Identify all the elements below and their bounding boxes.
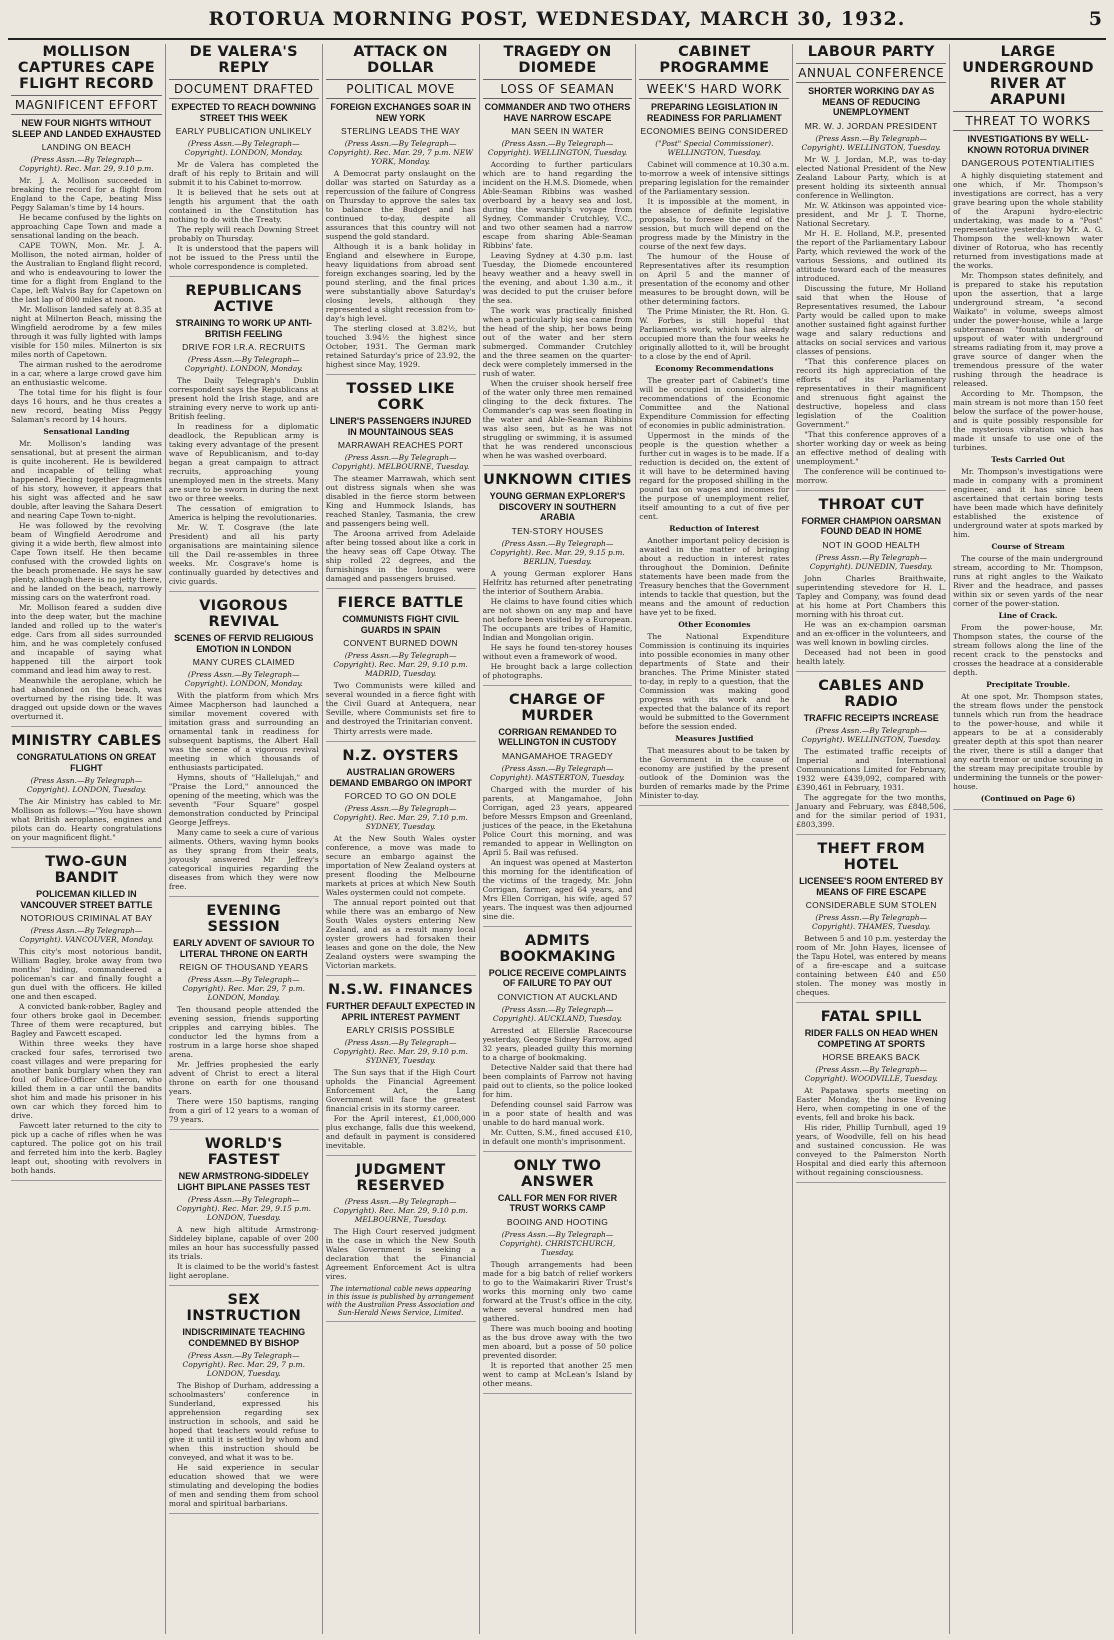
article-paragraph: The High Court reserved judgment in the case in which the New South Wales Government is seeking a declaration that the Financial Agreement Enforcement Act is ultra vires.: [325, 1227, 476, 1281]
article-paragraph: A Democrat party onslaught on the dollar was started on Saturday as a repercussion of the failure of Congress on Thursday to approve the sales tax to balance the Budget and has continued to-day, despite all assurances that this country will not suspend the gold standard.: [325, 169, 476, 241]
story-headline: CABLES AND RADIO: [818, 677, 925, 710]
news-story: [483, 692, 633, 927]
story-subdeck: INVESTIGATIONS BY WELL-KNOWN ROTORUA DIVINER: [967, 134, 1089, 155]
article-body: [483, 1260, 633, 1388]
story-headline: ONLY TWO ANSWER: [513, 1157, 602, 1190]
section-subhead: Measures Justified: [675, 734, 754, 743]
continued-note: (Continued on Page 6): [980, 794, 1076, 803]
article-body: [483, 569, 633, 680]
article-paragraph: CAPE TOWN, Mon. Mr. J. A. Mollison, the noted airman, holder of the Australian to England flight record, and who is endeavouring to lower the time for a flight from England to the Cape, left Walvis Bay for Capetown on the last lap of 800 miles at noon.: [11, 241, 162, 304]
story-headline: N.Z. OYSTERS: [342, 748, 459, 764]
story-headline: THEFT FROM HOTEL: [817, 841, 925, 873]
story-subdeck: LANDING ON BEACH: [41, 142, 132, 152]
story-subdeck: CONGRATULATIONS ON GREAT FLIGHT: [16, 752, 157, 773]
story-deck: THREAT TO WORKS: [953, 111, 1103, 131]
press-credit: (Press Assn.—By Telegraph—Copyright). Rec. Mar. 29, 7 p.m. NEW YORK, Monday.: [328, 139, 473, 166]
article-paragraph: For the April interest, £1,000,000 plus exchange, falls due this weekend, and default in payment is considered inevitable.: [325, 1114, 476, 1150]
news-story: [953, 44, 1103, 810]
article-paragraph: With the platform from which Mrs Aimee Macpherson had launched a similar movement covered with imitation grass and surrounding an ornamental tank in readiness for subsequent baptisms, the Albert Hall was the scene of a vigorous revival meeting in which thousands of enthusiasts participated.: [168, 691, 319, 772]
article-body: [11, 947, 162, 1175]
news-story: [326, 44, 476, 375]
article-paragraph: The conference will be continued to-morrow.: [796, 466, 947, 485]
press-credit: (Press Assn.—By Telegraph—Copyright). THAMES, Tuesday.: [812, 913, 931, 931]
article-paragraph: Mr. W. Atkinson was appointed vice-president, and Mr J. T. Thorne, National Secretary.: [796, 200, 947, 228]
story-subdeck: SCENES OF FERVID RELIGIOUS EMOTION IN LONDON: [174, 633, 314, 654]
article-body: [953, 171, 1103, 452]
news-story: [326, 748, 476, 976]
news-story: [169, 598, 319, 897]
column: [479, 44, 636, 1634]
story-headline: ADMITS BOOKMAKING: [499, 932, 616, 965]
article-paragraph: Between 5 and 10 p.m. yesterday the room of Mr. John Hayes, licensee of the Tapu Hotel, was entered by means of a fire-escape and a suitcase containing between £40 and £50 stolen. The money was mostly in cheques.: [796, 934, 947, 997]
article-paragraph: The Aroona arrived from Adelaide after being tossed about like a cork in the heavy seas off Cape Otway. The ship rolled 22 degrees, and the furnishings in the lounges were damaged and passengers bruised.: [325, 529, 476, 583]
article-paragraph: Mr. Mollison feared a sudden dive into the deep water, but the machine landed and rolled up to the water's edge. Cars from all sides surrounded him, and he was completely confused and incapable of saying what happened till the airport took command and lead him away to rest.: [11, 603, 162, 675]
story-headline: TWO-GUN BANDIT: [45, 854, 128, 886]
story-deck: MAGNIFICENT EFFORT: [11, 95, 162, 115]
story-subdeck: MAN SEEN IN WATER: [511, 126, 604, 136]
news-story: [483, 933, 633, 1152]
story-headline: UNKNOWN CITIES: [483, 472, 632, 488]
press-credit: (Press Assn.—By Telegraph—Copyright). Rec. Mar. 29, 7.10 p.m. SYDNEY, Tuesday.: [333, 804, 468, 831]
article-body: [953, 692, 1103, 791]
story-subdeck: STRAINING TO WORK UP ANTI-BRITISH FEELING: [175, 318, 312, 339]
story-subdeck: FORCED TO GO ON DOLE: [344, 791, 457, 801]
story-subdeck: CONVENT BURNED DOWN: [343, 638, 458, 648]
article-paragraph: The Prime Minister, the Rt. Hon. G. W. Forbes, is still hopeful that Parliament's work, which has already occupied more than the four weeks he originally allotted to it, will be brought to a close by the end of April.: [639, 307, 790, 361]
story-subdeck: INDISCRIMINATE TEACHING CONDEMNED BY BISHOP: [182, 1327, 306, 1348]
article-paragraph: "That this conference places on record its high appreciation of the efforts of its Parliamentary representatives in their magnificent and strenuous fight against the destructive, hopeless and class legislation of the Coalition Government.": [796, 356, 947, 429]
article-paragraph: The Bishop of Durham, addressing a schoolmasters' conference in Sunderland, expressed his apprehension regarding sex instruction in schools, and said he hoped that teachers would refuse to give it until it is settled by whom and when this instruction should be conveyed, and what it was to be.: [168, 1381, 319, 1462]
article-paragraph: Mr W. J. Jordan, M.P., was to-day elected National President of the New Zealand Labour Party, which is at present holding its sixteenth annual conference in Wellington.: [796, 154, 947, 200]
article-body: [326, 834, 476, 970]
article-body: [169, 376, 319, 586]
news-story: [169, 903, 319, 1130]
story-headline: JUDGMENT RESERVED: [355, 1162, 446, 1194]
news-story: [326, 1162, 476, 1322]
article-body: [169, 1381, 319, 1508]
story-headline: REPUBLICANS ACTIVE: [185, 283, 303, 315]
article-paragraph: Discussing the future, Mr Holland said that when the House of Representatives resumed, the Labour Party would be called upon to make another sustained fight against further wage and salary reductions and attacks on social services and various classes of pensions.: [796, 283, 947, 356]
article-paragraph: Mr H. E. Holland, M.P., presented the report of the Parliamentary Labour Party, which reviewed the work of the various Sessions, and outlined its attitude toward each of the measures introduced.: [796, 228, 947, 283]
press-credit: (Press Assn.—By Telegraph—Copyright). AUCKLAND, Tuesday.: [492, 1004, 623, 1023]
story-headline: FATAL SPILL: [820, 1009, 922, 1025]
story-subdeck: COMMUNISTS FIGHT CIVIL GUARDS IN SPAIN: [342, 614, 459, 635]
article-body: [11, 797, 162, 842]
article-paragraph: The National Expenditure Commission is continuing its inquiries into possible economies in many other departments of State and their branches. The Prime Minister stated to-day, in reply to a question, that the Commission was making good progress with its work and he expected that the balance of its report would be submitted to the Government before the session ended.: [639, 632, 790, 731]
article-paragraph: Another important policy decision is awaited in the matter of bringing about a reduction in interest rates throughout the Dominion. Definite statements have been made from the Treasury benches that the Government intends to tackle that question, but the means and the amount of reduction have yet to be fixed.: [639, 536, 790, 617]
section-subhead: Other Economies: [678, 620, 751, 629]
story-deck: DOCUMENT DRAFTED: [169, 79, 319, 99]
article-paragraph: Mr. Thompson's investigations were made in company with a prominent engineer, and it has since been ascertained that certain boring tests have been made which have definitely established the existence of underground water at spots marked by him.: [953, 467, 1103, 539]
article-paragraph: When the cruiser shook herself free of the water only three men remained clinging to the deck fixtures. The Commander's cap was seen floating in the water and Able-Seaman Ribbins was also seen, but as he was not struggling or swimming, it is assumed that he was rendered unconscious when he was washed overboard.: [482, 379, 633, 460]
article-paragraph: The cessation of emigration to America is helping the revolutionaries.: [168, 504, 319, 522]
news-story: [796, 1009, 946, 1183]
article-paragraph: Thirty arrests were made.: [333, 727, 433, 736]
press-credit: (Press Assn.—By Telegraph—Copyright). LONDON, Monday.: [184, 670, 303, 688]
story-subdeck: DANGEROUS POTENTIALITIES: [961, 158, 1095, 168]
article-body: [639, 632, 789, 731]
story-subdeck: SHORTER WORKING DAY AS MEANS OF REDUCING UNEMPLOYMENT: [808, 86, 935, 117]
article-paragraph: Hymns, shouts of "Hallelujah," and "Praise the Lord," announced the opening of the meeting, which was the seventh "Four Square" gospel demonstration conducted by Principal George Jeffreys.: [168, 773, 319, 827]
article-paragraph: According to Mr. Thompson, the main stream is not more than 150 feet below the surface of the power-house, and is quite possibly responsible for the mysterious vibration which has made it unsafe to use one of the turbines.: [953, 389, 1103, 452]
article-paragraph: Deceased had not been in good health lately.: [796, 647, 947, 666]
article-body: [796, 1086, 946, 1177]
news-story: [11, 733, 162, 848]
press-credit: (Press Assn.—By Telegraph—Copyright). WELLINGTON, Tuesday.: [487, 139, 628, 157]
story-subdeck: POLICE RECEIVE COMPLAINTS OF FAILURE TO PAY OUT: [488, 967, 627, 988]
article-body: [639, 376, 789, 521]
article-paragraph: According to further particulars which are to hand regarding the incident on the H.M.S. Diomede, when Able-Seaman Ribbins was washed overboard by a heavy sea and lost, during the warship's voyage from Sydney, Commander Crutchley, V.C., and two other seamen had a narrow escape from sharing Able-Seaman Ribbins' fate.: [482, 160, 633, 250]
article-paragraph: A convicted bank-robber, Bagley and four others broke gaol in December. Three of them were recaptured, but Bagley and Fawcett escaped.: [11, 1002, 162, 1038]
story-headline: DE VALERA'S REPLY: [189, 44, 298, 76]
story-headline: WORLD'S FASTEST: [204, 1136, 283, 1168]
article-paragraph: He says he found ten-storey houses without even a framework of wood.: [482, 642, 633, 661]
story-subdeck: CONSIDERABLE SUM STOLEN: [805, 900, 937, 910]
story-subdeck: BOOING AND HOOTING: [506, 1216, 609, 1227]
news-story: [11, 854, 162, 1181]
section-subhead: Sensational Landing: [43, 427, 130, 436]
story-subdeck: LINER'S PASSENGERS INJURED IN MOUNTAINOUS SEAS: [329, 416, 472, 437]
story-deck: ANNUAL CONFERENCE: [796, 63, 946, 83]
columns-container: [8, 44, 1106, 1634]
story-headline: N.S.W. FINANCES: [328, 982, 474, 998]
article-body: [796, 934, 946, 997]
story-subdeck: NOTORIOUS CRIMINAL AT BAY: [20, 913, 153, 923]
story-subdeck: MANGAMAHOE TRAGEDY: [501, 750, 613, 761]
news-story: [796, 841, 946, 1003]
article-paragraph: Defending counsel said Farrow was in a poor state of health and was unable to do hard manual work.: [482, 1099, 633, 1127]
column: [8, 44, 165, 1634]
press-credit: (Press Assn.—By Telegraph—Copyright). VANCOUVER, Monday.: [19, 926, 154, 944]
article-body: [953, 467, 1103, 539]
syndication-note: The international cable news appearing in this issue is published by arrangement with the Australian Press Association and Sun-Herald News Service, Limited.: [326, 1285, 475, 1317]
article-paragraph: The Air Ministry has cabled to Mr. Mollison as follows:—"You have shown what British aeroplanes, engines and pilots can do. Hearty congratulations on your magnificent flight.": [11, 797, 162, 842]
story-headline: MOLLISON CAPTURES CAPE FLIGHT RECORD: [17, 44, 155, 92]
news-story: [483, 472, 633, 686]
article-body: [953, 554, 1103, 608]
story-subdeck: ECONOMIES BEING CONSIDERED: [640, 126, 789, 136]
article-paragraph: His rider, Phillip Turnbull, aged 19 years, of Woodville, fell on his head and sustained concussion. He was conveyed to the Palmerston North Hospital and died early this afternoon without regaining consciousness.: [796, 1123, 947, 1177]
article-paragraph: Fawcett later returned to the city to pick up a cache of rifles when he was captured. The police got on his trail and ferreted him into the kerb. Bagley leapt out, shooting with revolvers in both hands.: [11, 1121, 162, 1175]
article-paragraph: This city's most notorious bandit, William Bagley, broke away from two months' hiding, commandeered a policeman's car and finally fought a gun duel with the officers. He killed one and then escaped.: [11, 947, 162, 1001]
story-subdeck: AUSTRALIAN GROWERS DEMAND EMBARGO ON IMPORT: [329, 767, 472, 788]
article-paragraph: The airman rushed to the aerodrome in a car, where a large crowd gave him an enthusiastic welcome.: [11, 360, 162, 387]
press-credit: (Press Assn.—By Telegraph—Copyright). Rec. Mar. 29, 9.10 p.m. SYDNEY, Tuesday.: [333, 1038, 468, 1065]
story-headline: CABINET PROGRAMME: [659, 44, 770, 76]
article-body: [169, 691, 319, 891]
story-headline: LABOUR PARTY: [807, 44, 935, 60]
article-paragraph: Cabinet will commence at 10.30 a.m. to-morrow a week of intensive sittings preparing legislation for the remainder of the Parliamentary session.: [639, 160, 790, 196]
article-paragraph: Mr. Mollison landed safely at 8.35 at night at Milnerton Beach, missing the Wingfield aerodrome by a few miles through it was fully lighted with lamps visible for 150 miles. Milnerton is six miles north of Capetown.: [11, 305, 162, 359]
article-paragraph: He was an ex-champion oarsman and an ex-officer in the volunteers, and was well known in bowling circles.: [796, 619, 947, 647]
article-paragraph: At the New South Wales oyster conference, a move was made to secure an embargo against the importation of New Zealand oysters at present flooding the Melbourne markets at prices at which New South Wales oystermen could not compete.: [325, 834, 476, 897]
article-paragraph: It is claimed to be the world's fastest light aeroplane.: [168, 1262, 319, 1280]
article-paragraph: In readiness for a diplomatic deadlock, the Republican army is taking every advantage of the present wave of Republicanism, and to-day began a great campaign to attract recruits, approaching young unemployed men in the streets. Many are sure to be sworn in during the next two or three weeks.: [168, 422, 319, 503]
article-paragraph: An inquest was opened at Masterton this morning for the identification of the victims of the tragedy, Mr. John Corrigan, farmer, aged 64 years, and Mrs Ellen Corrigan, his wife, aged 57 years. The inquest was then adjourned sine die.: [482, 857, 633, 921]
article-paragraph: He became confused by the lights on approaching Cape Town and made a sensational landing on the beach.: [11, 213, 162, 240]
article-paragraph: Mr. J. A. Mollison succeeded in breaking the record for a flight from England to the Cape, beating Miss Peggy Salaman's time by 14 hours.: [11, 176, 162, 212]
article-paragraph: It is impossible at the moment, in the absence of definite legislative proposals, to foresee the end of the session, but much will depend on the progress made by the Ministry in the course of the next few days.: [639, 197, 790, 251]
article-paragraph: Although it is a bank holiday in England and elsewhere in Europe, heavy liquidations from abroad sent foreign exchanges soaring, led by the pound sterling, and the final prices were substantially above Saturday's closing levels, although they represented a slight recession from to-day's high level.: [325, 242, 476, 323]
article-paragraph: That measures about to be taken by the Government in the cause of economy are justified by the present outlook of the Dominion was the burden of remarks made by the Prime Minister to-day.: [639, 746, 790, 800]
article-paragraph: Mr. Cutten, S.M., fined accused £10, in default one month's imprisonment.: [482, 1127, 633, 1146]
story-subdeck: COMMANDER AND TWO OTHERS HAVE NARROW ESCAPE: [484, 102, 631, 123]
article-paragraph: Mr. Mollison's landing was sensational, but at present the airman is quite incoherent. He is bewildered and incapable of telling what happened. Piecing together fragments of his story, however, it appears that his sight was affected and he saw double, after leaving the Sahara Desert and nearing Cape Town to-night.: [11, 439, 162, 520]
article-paragraph: At Papatawa sports meeting on Easter Monday, the horse Evening Hero, when competing in one of the events, fell and broke his back.: [796, 1086, 947, 1122]
article-paragraph: Leaving Sydney at 4.30 p.m. last Tuesday, the Diomede encountered heavy weather and a heavy swell in the evening, and about 1.30 a.m., it was decided to put the cruiser before the sea.: [482, 251, 633, 305]
story-subdeck: NEW ARMSTRONG-SIDDELEY LIGHT BIPLANE PASSES TEST: [177, 1171, 311, 1192]
article-paragraph: Many came to seek a cure of various ailments. Others, waving hymn books as they sprang from their seats, joyously answered Mr Jeffrey's categorical inquiries regarding the diseases from which they were now free.: [168, 828, 319, 891]
story-subdeck: REIGN OF THOUSAND YEARS: [179, 962, 309, 972]
article-paragraph: A young German explorer Hans Helfritz has returned after penetrating the interior of Southern Arabia.: [482, 568, 633, 596]
article-paragraph: There were 150 baptisms, ranging from a girl of 12 years to a woman of 79 years.: [168, 1097, 319, 1124]
story-headline: THROAT CUT: [818, 496, 924, 513]
story-subdeck: STERLING LEADS THE WAY: [340, 126, 461, 136]
story-deck: POLITICAL MOVE: [326, 79, 476, 99]
article-paragraph: The Daily Telegraph's Dublin correspondent says the Republicans at present hold the Irish stage, and are straining every nerve to work up anti-British feeling.: [168, 376, 319, 421]
article-paragraph: At one spot, Mr. Thompson states, the stream flows under the penstock tunnels which run from the headrace to the power-house, and while it appears to be at a considerably greater depth at this spot than nearer the river, there is still a danger that any earth tremor or undue scouring in the stream may precipitate trouble by undermining the tunnels or the power-house.: [953, 692, 1103, 791]
press-credit: (Press Assn.—By Telegraph—Copyright). Rec. Mar. 29, 7 p.m. LONDON, Monday.: [182, 975, 306, 1002]
article-body: [11, 176, 162, 424]
story-subdeck: TRAFFIC RECEIPTS INCREASE: [803, 712, 939, 723]
story-subdeck: CORRIGAN REMANDED TO WELLINGTON IN CUSTODY: [498, 726, 617, 747]
news-story: [169, 44, 319, 277]
article-body: [11, 439, 162, 721]
column: [792, 44, 949, 1634]
article-body: [796, 747, 946, 829]
news-story: [639, 44, 789, 806]
article-paragraph: The Sun says that if the High Court upholds the Financial Agreement Enforcement Act, the Lang Government will face the greatest financial crisis in its stormy career.: [325, 1068, 476, 1113]
story-headline: FIERCE BATTLE: [337, 595, 464, 611]
article-body: [483, 160, 633, 460]
story-subdeck: FOREIGN EXCHANGES SOAR IN NEW YORK: [330, 102, 471, 123]
article-paragraph: The greater part of Cabinet's time will be occupied in considering the recommendations of the Economic Committee and the National Expenditure Commission for effecting of economies in public administration.: [639, 376, 790, 430]
article-paragraph: The aggregate for the two months, January and February, was £848,506, and for the similar period of 1931, £803,399.: [796, 793, 947, 829]
story-headline: TOSSED LIKE CORK: [346, 381, 455, 413]
article-paragraph: Uppermost in the minds of the people is the question whether a further cut in wages is to be made. If a reduction is decided on, the extent of it will have to be determined having regard for the proposed shilling in the pound tax on wages and incomes for the purpose of unemployment relief, itself amounting to a cut of five per cent.: [639, 431, 790, 521]
article-body: [326, 474, 476, 583]
press-credit: (Press Assn.—By Telegraph—Copyright). Rec. Mar. 29, 9.10 p.m.: [19, 155, 154, 173]
article-body: [326, 681, 476, 736]
story-subdeck: MANY CURES CLAIMED: [192, 657, 295, 667]
press-credit: (Press Assn.—By Telegraph—Copyright). Rec. Mar. 29, 9.15 p.m. LONDON, Tuesday.: [176, 1195, 311, 1222]
story-subdeck: LICENSEE'S ROOM ENTERED BY MEANS OF FIRE ESCAPE: [799, 876, 944, 897]
press-credit: (Press Assn.—By Telegraph—Copyright). WELLINGTON, Tuesday.: [801, 133, 941, 152]
column: [165, 44, 322, 1634]
article-paragraph: Meanwhile the aeroplane, which he had abandoned on the beach, was overturned by the rising tide. It was dragged out upside down or the waves overturned it.: [11, 676, 162, 721]
story-headline: MINISTRY CABLES: [11, 733, 162, 749]
column: [635, 44, 792, 1634]
article-body: [326, 1227, 476, 1281]
press-credit: (Press Assn.—By Telegraph—Copyright). Rec. Mar. 29, 7 p.m. LONDON, Tuesday.: [182, 1351, 306, 1378]
article-body: [326, 1068, 476, 1150]
page-number: 5: [1088, 8, 1102, 30]
article-body: [169, 1225, 319, 1280]
section-subhead: Tests Carried Out: [991, 455, 1065, 464]
story-subdeck: CONVICTION AT AUCKLAND: [497, 991, 618, 1002]
press-credit: (Press Assn.—By Telegraph—Copyright). WOODVILLE, Tuesday.: [804, 1065, 938, 1083]
story-subdeck: FURTHER DEFAULT EXPECTED IN APRIL INTEREST PAYMENT: [326, 1001, 476, 1022]
press-credit: (Press Assn.—By Telegraph—Copyright). DUNEDIN, Tuesday.: [809, 552, 933, 571]
story-subdeck: PREPARING LEGISLATION IN READINESS FOR PARLIAMENT: [646, 102, 782, 123]
article-paragraph: He said experience in secular education showed that we were stimulating and developing the bodies of men and sending them from school moral and spiritual barbarians.: [168, 1463, 319, 1508]
story-subdeck: EARLY CRISIS POSSIBLE: [346, 1025, 455, 1035]
article-body: [639, 746, 789, 800]
article-paragraph: The steamer Marrawah, which sent out distress signals when she was disabled in the fierce storm between King and Hummock Islands, has reached Stanley, Tasmania, the crew and passengers being well.: [325, 474, 476, 528]
article-paragraph: Mr de Valera has completed the draft of his reply to Britain and will submit it to his Cabinet to-morrow.: [168, 160, 319, 187]
article-paragraph: Detective Nalder said that there had been complaints of Farrow not having paid out to clients, so the police looked for him.: [482, 1062, 633, 1099]
article-paragraph: The sterling closed at 3.82½, but touched 3.94½ the highest since October, 1931. The German mark retained Saturday's price of 23.92, the highest since May, 1929.: [325, 324, 476, 369]
story-subdeck: DRIVE FOR I.R.A. RECRUITS: [182, 342, 306, 352]
article-paragraph: He was followed by the revolving beam of Wingfield Aerodrome and giving it a wide berth, flew almost into Cape Town itself. He then became confused with the crowded lights on the beach promenade. He says he saw plenty, although there is no jetty there, and he landed on the beach, narrowly missing cars on the waterfront road.: [11, 521, 162, 602]
article-body: [796, 574, 946, 666]
story-headline: CHARGE OF MURDER: [509, 691, 606, 724]
column: [949, 44, 1106, 1634]
story-subdeck: TEN-STORY HOUSES: [511, 525, 604, 536]
story-headline: LARGE UNDERGROUND RIVER AT ARAPUNI: [962, 44, 1094, 108]
news-story: [169, 1136, 319, 1286]
article-paragraph: Though arrangements had been made for a big batch of relief workers to go to the Waimakariri River Trust's works this morning only two came forward at the Trust's office in the city, where several hundred men had gathered.: [482, 1259, 633, 1323]
press-credit: (Press Assn.—By Telegraph—Copyright). MELBOURNE, Tuesday.: [331, 453, 470, 471]
press-credit: (Press Assn.—By Telegraph—Copyright). LONDON, Monday.: [184, 355, 303, 373]
article-paragraph: Two Communists were killed and several wounded in a fierce fight with the Civil Guard at Antequera, near Seville, where Communists set fire to and destroyed the Trinitarian convent.: [325, 681, 476, 726]
news-story: [326, 982, 476, 1156]
news-story: [483, 44, 633, 466]
story-deck: LOSS OF SEAMAN: [483, 79, 633, 99]
story-headline: VIGOROUS REVIVAL: [199, 598, 289, 630]
article-body: [169, 160, 319, 271]
story-headline: TRAGEDY ON DIOMEDE: [503, 44, 612, 76]
article-body: [639, 160, 789, 361]
article-paragraph: It is reported that another 25 men went to camp at McLean's Island by other means.: [482, 1360, 633, 1388]
article-paragraph: From the power-house, Mr. Thompson states, the course of the stream follows along the line of the recent crack to the penstocks and crosses the headrace at a considerable depth.: [953, 623, 1103, 677]
article-paragraph: The course of the main underground stream, according to Mr. Thompson, runs at right angles to the Waikato River and the headrace, and passes within six or seven yards of the near corner of the power-station.: [953, 554, 1103, 608]
story-headline: SEX INSTRUCTION: [186, 1292, 302, 1324]
article-paragraph: He brought back a large collection of photographs.: [482, 661, 633, 680]
article-body: [953, 623, 1103, 677]
press-credit: (Press Assn.—By Telegraph—Copyright). LONDON, Monday.: [184, 139, 303, 157]
article-paragraph: There was much booing and hooting as the bus drove away with the two men aboard, but a posse of 50 police prevented disorder.: [482, 1323, 633, 1360]
news-story: [796, 678, 946, 836]
press-credit: (Press Assn.—By Telegraph—Copyright). WELLINGTON, Tuesday.: [801, 726, 941, 744]
press-credit: (Press Assn.—By Telegraph—Copyright). MASTERTON, Tuesday.: [490, 763, 625, 782]
article-body: [639, 536, 789, 617]
article-paragraph: The annual report pointed out that while there was an embargo of New South Wales oysters entering New Zealand, and as a result many local oyster growers had forsaken their leases and gone on the dole, the New Zealand oysters were swamping the Victorian markets.: [325, 898, 476, 970]
press-credit: (Press Assn.—By Telegraph—Copyright). CHRISTCHURCH, Tuesday.: [499, 1229, 616, 1257]
section-subhead: Course of Stream: [991, 542, 1065, 551]
article-body: [483, 785, 633, 921]
article-body: [326, 169, 476, 369]
news-story: [483, 1158, 633, 1394]
story-subdeck: EXPECTED TO REACH DOWNING STREET THIS WEEK: [171, 102, 317, 123]
press-credit: ("Post" Special Commissioner). WELLINGTON, Tuesday.: [655, 139, 774, 157]
article-paragraph: Ten thousand people attended the evening session, friends supporting cripples and carrying bibles. The conductor led the hymns from a rostrum in a large horse shoe shaped arena.: [168, 1005, 319, 1059]
press-credit: (Press Assn.—By Telegraph—Copyright). Rec. Mar. 29, 9.10 p.m. MELBOURNE, Tuesday.: [333, 1197, 468, 1224]
story-subdeck: EARLY PUBLICATION UNLIKELY: [175, 126, 312, 136]
article-paragraph: A new high altitude Armstrong-Siddeley biplane, capable of over 200 miles an hour has successfully passed its trials.: [168, 1225, 319, 1261]
story-subdeck: RIDER FALLS ON HEAD WHEN COMPETING AT SPORTS: [804, 1028, 938, 1049]
story-subdeck: CALL FOR MEN FOR RIVER TRUST WORKS CAMP: [497, 1192, 618, 1213]
story-subdeck: NEW FOUR NIGHTS WITHOUT SLEEP AND LANDED EXHAUSTED: [11, 118, 161, 139]
article-paragraph: It is understood that the papers will not be issued to the Press until the whole correspondence is completed.: [168, 244, 319, 271]
news-story: [169, 283, 319, 592]
news-story: [326, 381, 476, 589]
story-subdeck: MARRAWAH REACHES PORT: [337, 440, 464, 450]
news-story: [796, 44, 946, 491]
article-body: [169, 1005, 319, 1124]
news-story: [326, 595, 476, 742]
article-paragraph: Charged with the murder of his parents, at Mangamahoe, John Corrigan, aged 23 years, appeared before Messrs Empson and Greenland, justices of the peace, in the Eketahuna Police Court this morning, and was remanded to appear in Wellington on April 5. Bail was refused.: [482, 784, 633, 857]
story-subdeck: YOUNG GERMAN EXPLORER'S DISCOVERY IN SOUTHERN ARABIA: [489, 491, 626, 522]
masthead-title: ROTORUA MORNING POST, WEDNESDAY, MARCH 30, 1932.: [208, 8, 906, 30]
press-credit: (Press Assn.—By Telegraph—Copyright). Rec. Mar. 29, 9.15 p.m. BERLIN, Tuesday.: [490, 538, 625, 566]
article-body: [483, 1026, 633, 1146]
article-paragraph: The reply will reach Downing Street probably on Thursday.: [168, 225, 319, 243]
story-deck: WEEK'S HARD WORK: [639, 79, 789, 99]
story-subdeck: MR. W. J. JORDAN PRESIDENT: [804, 120, 938, 131]
article-body: [796, 155, 946, 485]
article-paragraph: A highly disquieting statement and one which, if Mr. Thompson's investigations are correct, has a very grave bearing upon the whole stability of the Arapuni hydro-electric undertaking, was made to a "Post" representative yesterday by Mr. A. G. Thompson the well-known water diviner of Rotorua, who has recently returned from investigations made at the works.: [953, 171, 1103, 270]
news-story: [169, 1292, 319, 1514]
story-subdeck: NOT IN GOOD HEALTH: [822, 539, 921, 550]
story-subdeck: POLICEMAN KILLED IN VANCOUVER STREET BATTLE: [20, 889, 153, 910]
story-subdeck: HORSE BREAKS BACK: [822, 1052, 921, 1062]
article-paragraph: It is believed that he sets out at length his argument that the oath contained in the Constitution has nothing to do with the Treaty.: [168, 188, 319, 224]
column: [322, 44, 479, 1634]
article-paragraph: The total time for his flight is four days 16 hours, and he thus creates a new record, beating Miss Peggy Salaman's record by 14 hours.: [11, 388, 162, 424]
masthead: [8, 4, 1106, 40]
story-headline: ATTACK ON DOLLAR: [353, 44, 448, 76]
story-headline: EVENING SESSION: [206, 903, 282, 935]
article-paragraph: The humour of the House of Representatives after its resumption on April 5 and the manner of presentation of the economy and other measures to be brought down, will be other determining factors.: [639, 252, 790, 306]
article-paragraph: Mr. Thompson states definitely, and is prepared to stake his reputation upon the assertion, that a large underground stream, "a second Waikato" in volume, sweeps almost under the power-house, while a large subterranean "fountain head" or upspout of water with underground streams radiating from it, may prove a grave source of danger when the tremendous pressure of the water rushing through the headrace is released.: [953, 271, 1103, 388]
press-credit: (Press Assn.—By Telegraph—Copyright). LONDON, Tuesday.: [26, 776, 147, 794]
section-subhead: Precipitate Trouble.: [986, 680, 1071, 689]
section-subhead: Economy Recommendations: [655, 364, 774, 373]
section-subhead: Line of Crack.: [998, 611, 1058, 620]
story-subdeck: FORMER CHAMPION OARSMAN FOUND DEAD IN HOME: [801, 515, 941, 536]
article-paragraph: He claims to have found cities which are not shown on any map and have not before been visited by a European. The occupants are tribes of Hamitic, Indian and Mongolian origin.: [482, 596, 633, 642]
article-paragraph: The work was practically finished when a particularly big sea came from the head of the ship, her bows being out of the water and her stern submerged. Commander Crutchley and the three seamen on the quarter-deck were completely immersed in the rush of water.: [482, 306, 633, 378]
article-paragraph: John Charles Braithwaite, superintending stevedore for H. L. Tapley and Company, was found dead at his home at Port Chambers this morning with his throat cut.: [796, 573, 947, 619]
article-paragraph: Mr. Jeffries prophesied the early advent of Christ to erect a literal throne on earth for one thousand years.: [168, 1060, 319, 1096]
article-paragraph: Arrested at Ellerslie Racecourse yesterday, George Sidney Farrow, aged 32 years, pleaded guilty this morning to a charge of bookmaking.: [482, 1025, 633, 1062]
article-paragraph: The estimated traffic receipts of Imperial and International Communications Limited for February, 1932 were £439,092, compared with £390,461 in February, 1931.: [796, 747, 947, 792]
article-paragraph: Within three weeks they have cracked four safes, terrorised two coast villages and were preparing for another bank burglary when they ran foul of Police-Officer Cameron, who killed them in a car until the bandits shot him and made his prisoner in his own car which they forced him to drive.: [11, 1039, 162, 1120]
news-story: [11, 44, 162, 727]
news-story: [796, 497, 946, 672]
press-credit: (Press Assn.—By Telegraph—Copyright). Rec. Mar. 29, 9.10 p.m. MADRID, Tuesday.: [333, 651, 468, 678]
story-subdeck: EARLY ADVENT OF SAVIOUR TO LITERAL THRONE ON EARTH: [173, 938, 315, 959]
article-paragraph: Mr. W. T. Cosgrave (the late President) and all his party organisations are maintaining silence till the Dail re-assembles in three weeks. Mr. Cosgrave's home is continually guarded by detectives and civic guards.: [168, 523, 319, 586]
article-paragraph: "That this conference approves of a shorter working day or week as being an effective method of dealing with unemployment.": [796, 429, 947, 466]
section-subhead: Reduction of Interest: [669, 524, 760, 533]
